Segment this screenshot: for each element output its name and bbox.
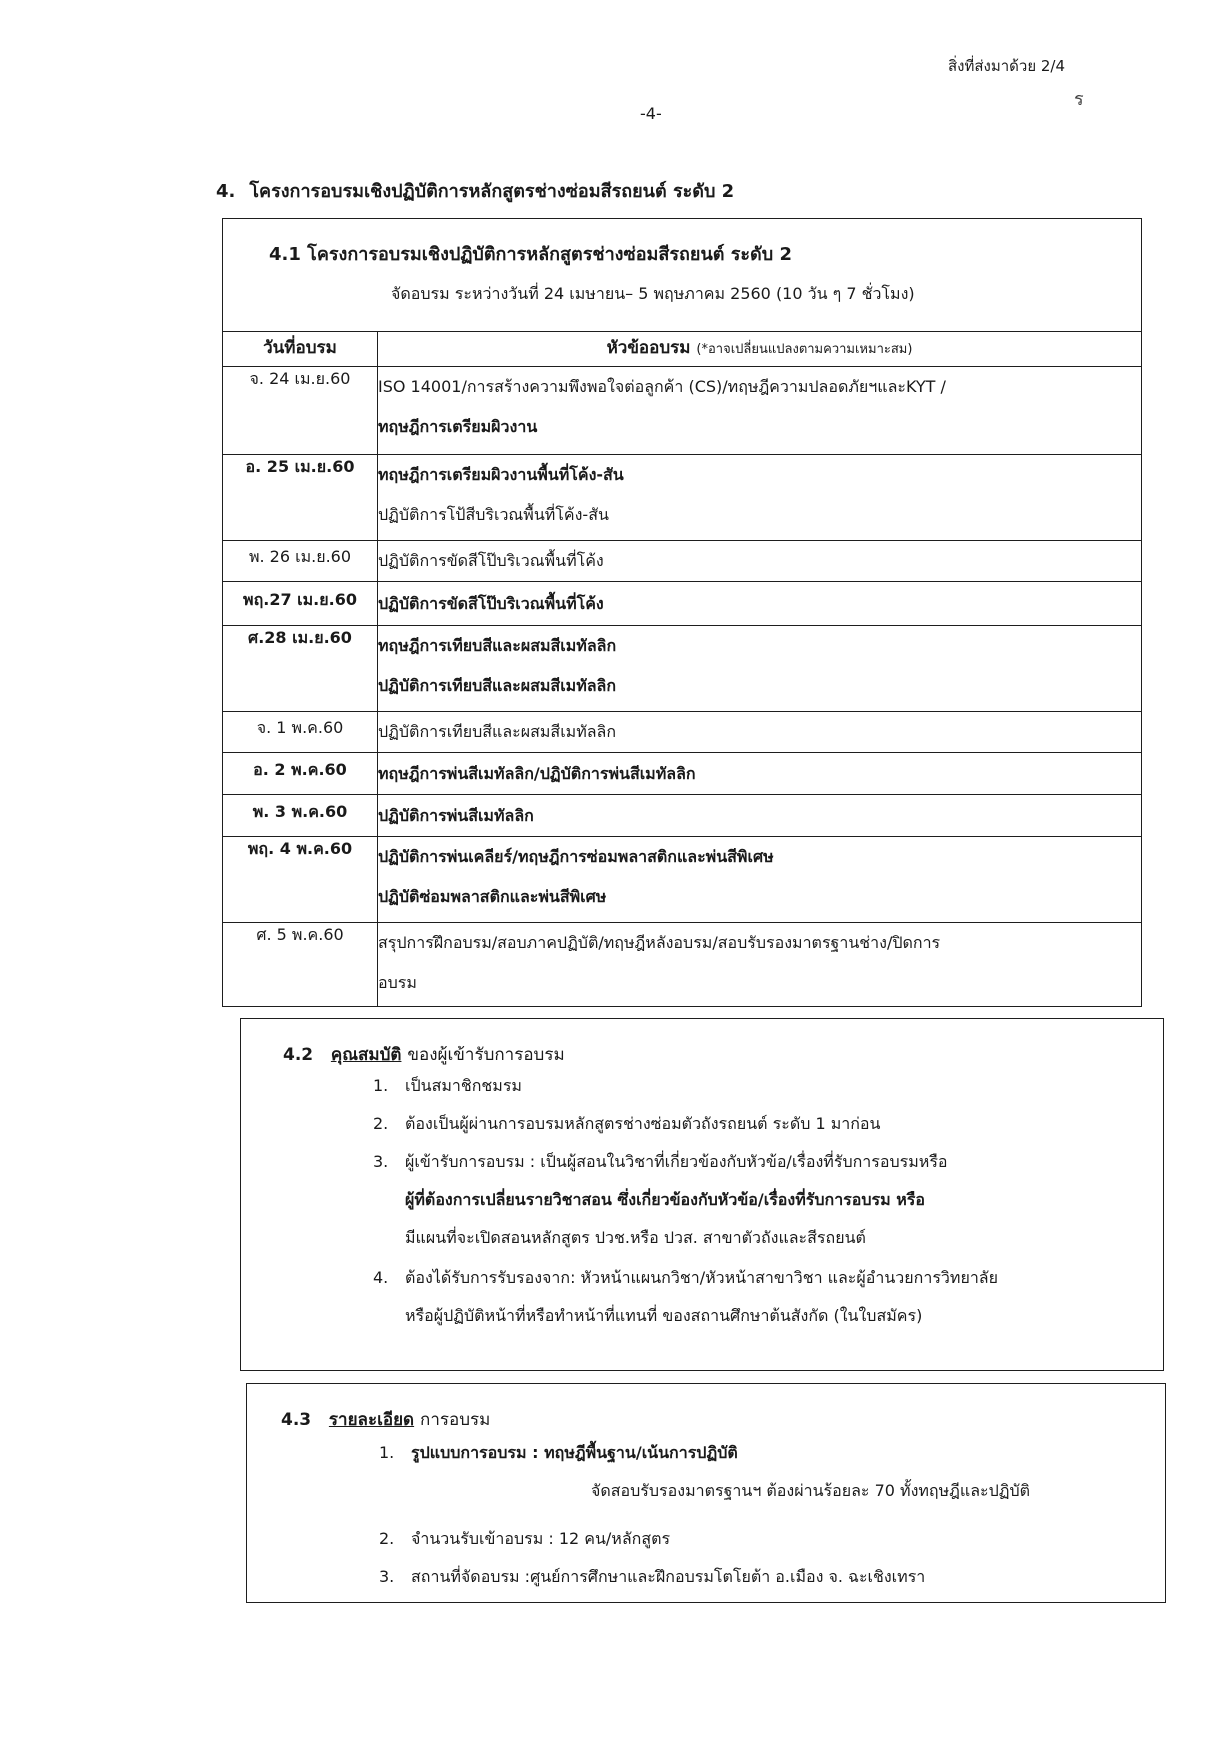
qualifications-heading-underlined: คุณสมบัติ xyxy=(330,1045,402,1065)
topic-line: ปฏิบัติการพ่นสีเมทัลลิก xyxy=(378,806,534,825)
item-line: ต้องเป็นผู้ผ่านการอบรมหลักสูตรช่างซ่อมตัวถังรถยนต์ ระดับ 1 มาก่อน xyxy=(405,1114,881,1133)
qualifications-heading xyxy=(283,1041,565,1068)
row-topic xyxy=(378,923,1142,1007)
table-row xyxy=(223,712,1142,753)
handwritten-mark: ร xyxy=(1074,89,1084,110)
row-topic xyxy=(378,626,1142,712)
table-row xyxy=(223,541,1142,582)
item-number: 1. xyxy=(379,1443,395,1462)
item-line: จัดสอบรับรองมาตรฐานฯ ต้องผ่านร้อยละ 70 ทั้งทฤษฎีและปฏิบัติ xyxy=(591,1481,1031,1500)
row-date: พ. 26 เม.ย.60 xyxy=(223,541,378,582)
details-number: 4.3 xyxy=(281,1410,312,1430)
topic-line: ทฤษฎีการพ่นสีเมทัลลิก/ปฏิบัติการพ่นสีเมทัลลิก xyxy=(378,764,696,783)
topic-line: ทฤษฎีการเตรียมผิวงาน xyxy=(378,417,538,436)
row-topic xyxy=(378,367,1142,455)
list-item xyxy=(373,1105,880,1143)
item-line: ผู้ที่ต้องการเปลี่ยนรายวิชาสอน ซึ่งเกี่ยวข้องกับหัวข้อ/เรื่องที่รับการอบรม หรือ xyxy=(405,1190,925,1209)
topic-line: ปฏิบัติการเทียบสีและผสมสีเมทัลลิก xyxy=(378,676,617,695)
row-date: พฤ.27 เม.ย.60 xyxy=(223,582,378,626)
col-topic-label: หัวข้ออบรม xyxy=(606,338,691,358)
list-item xyxy=(379,1434,1139,1510)
col-topic-header xyxy=(378,332,1142,367)
item-number: 3. xyxy=(373,1152,389,1171)
section-number: 4. xyxy=(216,181,236,202)
qualifications-number: 4.2 xyxy=(283,1045,314,1065)
table-row xyxy=(223,923,1142,1007)
topic-line: ปฏิบัติซ่อมพลาสติกและพ่นสีพิเศษ xyxy=(378,887,607,906)
topic-line: สรุปการฝึกอบรม/สอบภาคปฏิบัติ/ทฤษฎีหลังอบรม/สอบรับรองมาตรฐานช่าง/ปิดการ xyxy=(378,933,941,952)
page-number: -4- xyxy=(640,104,662,123)
row-date: ศ.28 เม.ย.60 xyxy=(223,626,378,712)
list-item xyxy=(373,1143,948,1257)
schedule-title: 4.1 โครงการอบรมเชิงปฏิบัติการหลักสูตรช่างซ่อมสีรถยนต์ ระดับ 2 xyxy=(269,244,792,265)
details-heading-rest: การอบรม xyxy=(420,1410,491,1430)
row-topic xyxy=(378,753,1142,795)
topic-line: ปฏิบัติการขัดสีโป๊บริเวณพื้นที่โค้ง xyxy=(378,594,604,613)
item-number: 3. xyxy=(379,1567,395,1586)
row-topic xyxy=(378,837,1142,923)
table-row xyxy=(223,367,1142,455)
topic-line: ทฤษฎีการเตรียมผิวงานพื้นที่โค้ง-สัน xyxy=(378,465,624,484)
row-topic xyxy=(378,712,1142,753)
item-line: หรือผู้ปฏิบัติหน้าที่หรือทำหน้าที่แทนที่ ของสถานศึกษาต้นสังกัด (ในใบสมัคร) xyxy=(405,1306,923,1325)
list-item xyxy=(379,1520,670,1558)
list-item xyxy=(373,1259,998,1335)
details-box xyxy=(246,1383,1166,1603)
row-date: อ. 2 พ.ค.60 xyxy=(223,753,378,795)
topic-line: อบรม xyxy=(378,973,417,992)
details-heading xyxy=(281,1406,490,1433)
list-item xyxy=(379,1558,925,1596)
row-date: พฤ. 4 พ.ค.60 xyxy=(223,837,378,923)
item-number: 2. xyxy=(373,1114,389,1133)
item-line: เป็นสมาชิกชมรม xyxy=(405,1076,522,1095)
row-date: ศ. 5 พ.ค.60 xyxy=(223,923,378,1007)
item-line: มีแผนที่จะเปิดสอนหลักสูตร ปวช.หรือ ปวส. สาขาตัวถังและสีรถยนต์ xyxy=(405,1228,866,1247)
details-heading-underlined: รายละเอียด xyxy=(328,1410,415,1430)
list-item xyxy=(373,1067,522,1105)
topic-line: ทฤษฎีการเทียบสีและผสมสีเมทัลลิก xyxy=(378,636,617,655)
qualifications-heading-rest: ของผู้เข้ารับการอบรม xyxy=(407,1045,565,1065)
row-topic xyxy=(378,795,1142,837)
section-title xyxy=(216,176,734,205)
item-line: ต้องได้รับการรับรองจาก: หัวหน้าแผนกวิชา/หัวหน้าสาขาวิชา และผู้อำนวยการวิทยาลัย xyxy=(405,1268,998,1287)
item-line: จำนวนรับเข้าอบรม : 12 คน/หลักสูตร xyxy=(411,1529,671,1548)
table-row xyxy=(223,837,1142,923)
attachment-label: สิ่งที่ส่งมาด้วย 2/4 xyxy=(948,57,1066,75)
row-date: พ. 3 พ.ค.60 xyxy=(223,795,378,837)
topic-line: ปฏิบัติการโป้สีบริเวณพื้นที่โค้ง-สัน xyxy=(378,505,609,524)
table-row xyxy=(223,626,1142,712)
item-number: 2. xyxy=(379,1529,395,1548)
topic-line: ปฏิบัติการขัดสีโป๊บริเวณพื้นที่โค้ง xyxy=(378,551,604,570)
topic-line: ปฏิบัติการพ่นเคลียร์/ทฤษฎีการซ่อมพลาสติกและพ่นสีพิเศษ xyxy=(378,847,774,866)
schedule-header xyxy=(223,219,1142,332)
topic-line: ปฏิบัติการเทียบสีและผสมสีเมทัลลิก xyxy=(378,722,617,741)
table-row xyxy=(223,455,1142,541)
row-date: จ. 1 พ.ค.60 xyxy=(223,712,378,753)
item-number: 4. xyxy=(373,1268,389,1287)
row-topic xyxy=(378,541,1142,582)
item-line: รูปแบบการอบรม : ทฤษฎีพื้นฐาน/เน้นการปฏิบัติ xyxy=(411,1443,738,1462)
table-row xyxy=(223,753,1142,795)
qualifications-box xyxy=(240,1018,1164,1371)
row-topic xyxy=(378,582,1142,626)
schedule-table xyxy=(222,218,1142,1007)
item-number: 1. xyxy=(373,1076,389,1095)
schedule-period: จัดอบรม ระหว่างวันที่ 24 เมษายน– 5 พฤษภาคม 2560 (10 วัน ๆ 7 ชั่วโมง) xyxy=(391,284,915,303)
row-date: จ. 24 เม.ย.60 xyxy=(223,367,378,455)
table-row xyxy=(223,795,1142,837)
item-line: สถานที่จัดอบรม :ศูนย์การศึกษาและฝึกอบรมโตโยต้า อ.เมือง จ. ฉะเชิงเทรา xyxy=(411,1567,926,1586)
item-line: ผู้เข้ารับการอบรม : เป็นผู้สอนในวิชาที่เกี่ยวข้องกับหัวข้อ/เรื่องที่รับการอบรมหรือ xyxy=(405,1152,948,1171)
table-row xyxy=(223,582,1142,626)
col-topic-note: (*อาจเปลี่ยนแปลงตามความเหมาะสม) xyxy=(696,342,913,357)
row-topic xyxy=(378,455,1142,541)
col-date-header: วันที่อบรม xyxy=(223,332,378,367)
section-title-text: โครงการอบรมเชิงปฏิบัติการหลักสูตรช่างซ่อมสีรถยนต์ ระดับ 2 xyxy=(249,181,735,202)
row-date: อ. 25 เม.ย.60 xyxy=(223,455,378,541)
topic-line: ISO 14001/การสร้างความพึงพอใจต่อลูกค้า (CS)/ทฤษฎีความปลอดภัยฯและKYT / xyxy=(378,377,946,396)
